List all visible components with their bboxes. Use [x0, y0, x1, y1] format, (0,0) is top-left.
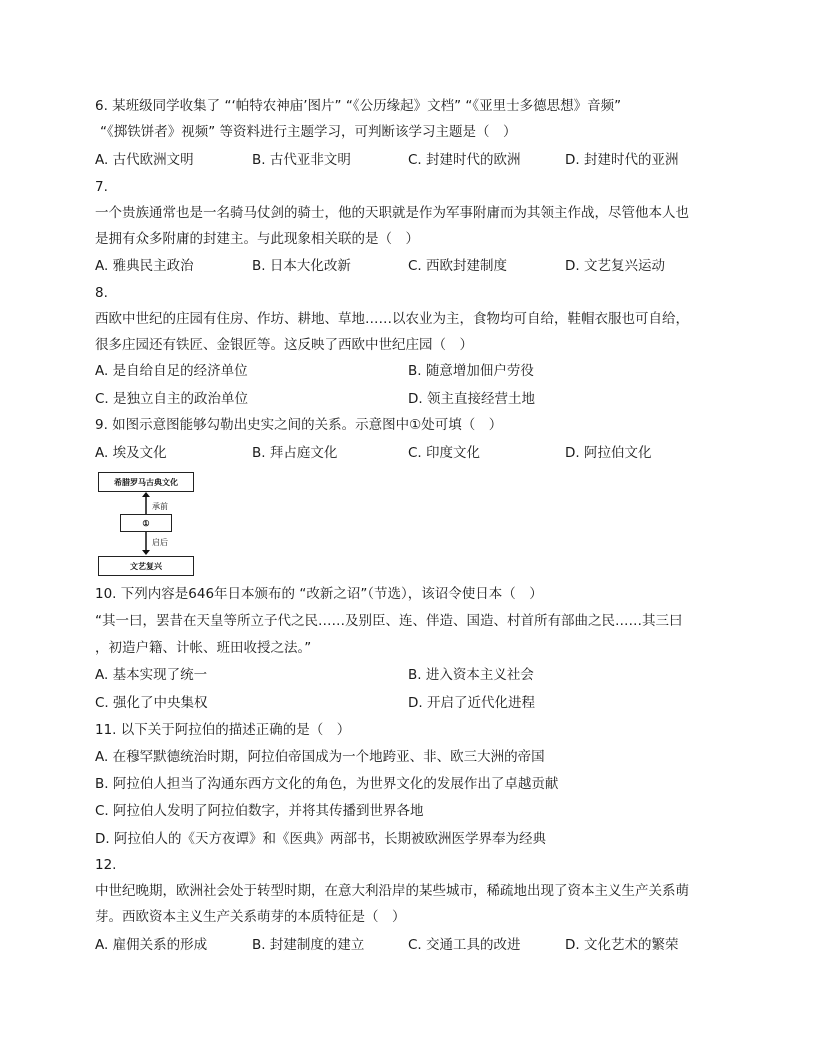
q6-option-b: B. 古代亚非文明: [252, 152, 351, 168]
q7-stem-line1: 一个贵族通常也是一名骑马仗剑的骑士，他的天职就是作为军事附庸而为其领主作战，尽管他本人也: [95, 205, 689, 221]
q9-stem: 9. 如图示意图能够勾勒出史实之间的关系。示意图中①处可填（ ）: [95, 417, 503, 433]
q9-option-a: A. 埃及文化: [95, 445, 167, 461]
q8-option-b: B. 随意增加佃户劳役: [408, 363, 534, 379]
q10-option-b: B. 进入资本主义社会: [408, 667, 534, 683]
q10-stem: 10. 下列内容是646年日本颁布的 “改新之诏”（节选），该诏令使日本（ ）: [95, 586, 543, 602]
q6-option-d: D. 封建时代的亚洲: [565, 152, 679, 168]
q7-stem-line2: 是拥有众多附庸的封建主。与此现象相关联的是（ ）: [95, 231, 419, 247]
q10-quote-line1: “其一曰，罢昔在天皇等所立子代之民……及别臣、连、伴造、国造、村首所有部曲之民……其三曰: [95, 613, 683, 629]
q7-option-d: D. 文艺复兴运动: [565, 258, 665, 274]
q9-option-b: B. 拜占庭文化: [252, 445, 338, 461]
q9-option-c: C. 印度文化: [408, 445, 481, 461]
q6-stem-line2: “《掷铁饼者》视频” 等资料进行主题学习，可判断该学习主题是（ ）: [100, 124, 517, 140]
q11-option-c: C. 阿拉伯人发明了阿拉伯数字，并将其传播到世界各地: [95, 803, 424, 819]
q8-option-c: C. 是独立自主的政治单位: [95, 391, 249, 407]
q8-stem-line1: 西欧中世纪的庄园有住房、作坊、耕地、草地……以农业为主，食物均可自给，鞋帽衣服也可自给，: [95, 311, 689, 327]
q11-option-a: A. 在穆罕默德统治时期，阿拉伯帝国成为一个地跨亚、非、欧三大洲的帝国: [95, 749, 545, 765]
q9-diagram: [98, 472, 198, 578]
q12-option-c: C. 交通工具的改进: [408, 937, 521, 953]
q12-stem-line1: 中世纪晚期，欧洲社会处于转型时期，在意大利沿岸的某些城市，稀疏地出现了资本主义生产关系萌: [95, 883, 689, 899]
q8-stem-line2: 很多庄园还有铁匠、金银匠等。这反映了西欧中世纪庄园（ ）: [95, 337, 473, 353]
q9-option-d: D. 阿拉伯文化: [565, 445, 652, 461]
diagram-top-box: 希腊罗马古典文化: [98, 472, 194, 492]
diagram-down-label: 启后: [152, 538, 168, 547]
q7-number: 7.: [95, 179, 108, 195]
q10-option-d: D. 开启了近代化进程: [408, 695, 535, 711]
q12-number: 12.: [95, 857, 117, 873]
q7-option-c: C. 西欧封建制度: [408, 258, 508, 274]
q12-option-d: D. 文化艺术的繁荣: [565, 937, 679, 953]
q8-option-d: D. 领主直接经营土地: [408, 391, 535, 407]
q12-stem-line2: 芽。西欧资本主义生产关系萌芽的本质特征是（ ）: [95, 909, 406, 925]
arrow-up-icon: [142, 492, 150, 497]
q6-option-a: A. 古代欧洲文明: [95, 152, 194, 168]
q12-option-b: B. 封建制度的建立: [252, 937, 365, 953]
q10-quote-line2: ，初造户籍、计帐、班田收授之法。”: [95, 640, 312, 656]
q7-option-b: B. 日本大化改新: [252, 258, 351, 274]
q11-option-d: D. 阿拉伯人的《天方夜谭》和《医典》两部书，长期被欧洲医学界奉为经典: [95, 831, 546, 847]
q7-option-a: A. 雅典民主政治: [95, 258, 194, 274]
q11-option-b: B. 阿拉伯人担当了沟通东西方文化的角色，为世界文化的发展作出了卓越贡献: [95, 776, 559, 792]
diagram-up-label: 承前: [152, 502, 168, 511]
diagram-bottom-box: 文艺复兴: [98, 556, 194, 576]
q6-stem-line1: 6. 某班级同学收集了 “‘帕特农神庙’图片” “《公历缘起》文档” “《亚里士多德思想》音频”: [95, 98, 622, 114]
arrow-down-icon: [142, 550, 150, 555]
q8-option-a: A. 是自给自足的经济单位: [95, 363, 248, 379]
q12-option-a: A. 雇佣关系的形成: [95, 937, 208, 953]
diagram-middle-box: ①: [120, 514, 172, 532]
q10-option-c: C. 强化了中央集权: [95, 695, 208, 711]
q10-option-a: A. 基本实现了统一: [95, 667, 208, 683]
q8-number: 8.: [95, 285, 108, 301]
q6-option-c: C. 封建时代的欧洲: [408, 152, 521, 168]
q11-stem: 11. 以下关于阿拉伯的描述正确的是（ ）: [95, 722, 351, 738]
